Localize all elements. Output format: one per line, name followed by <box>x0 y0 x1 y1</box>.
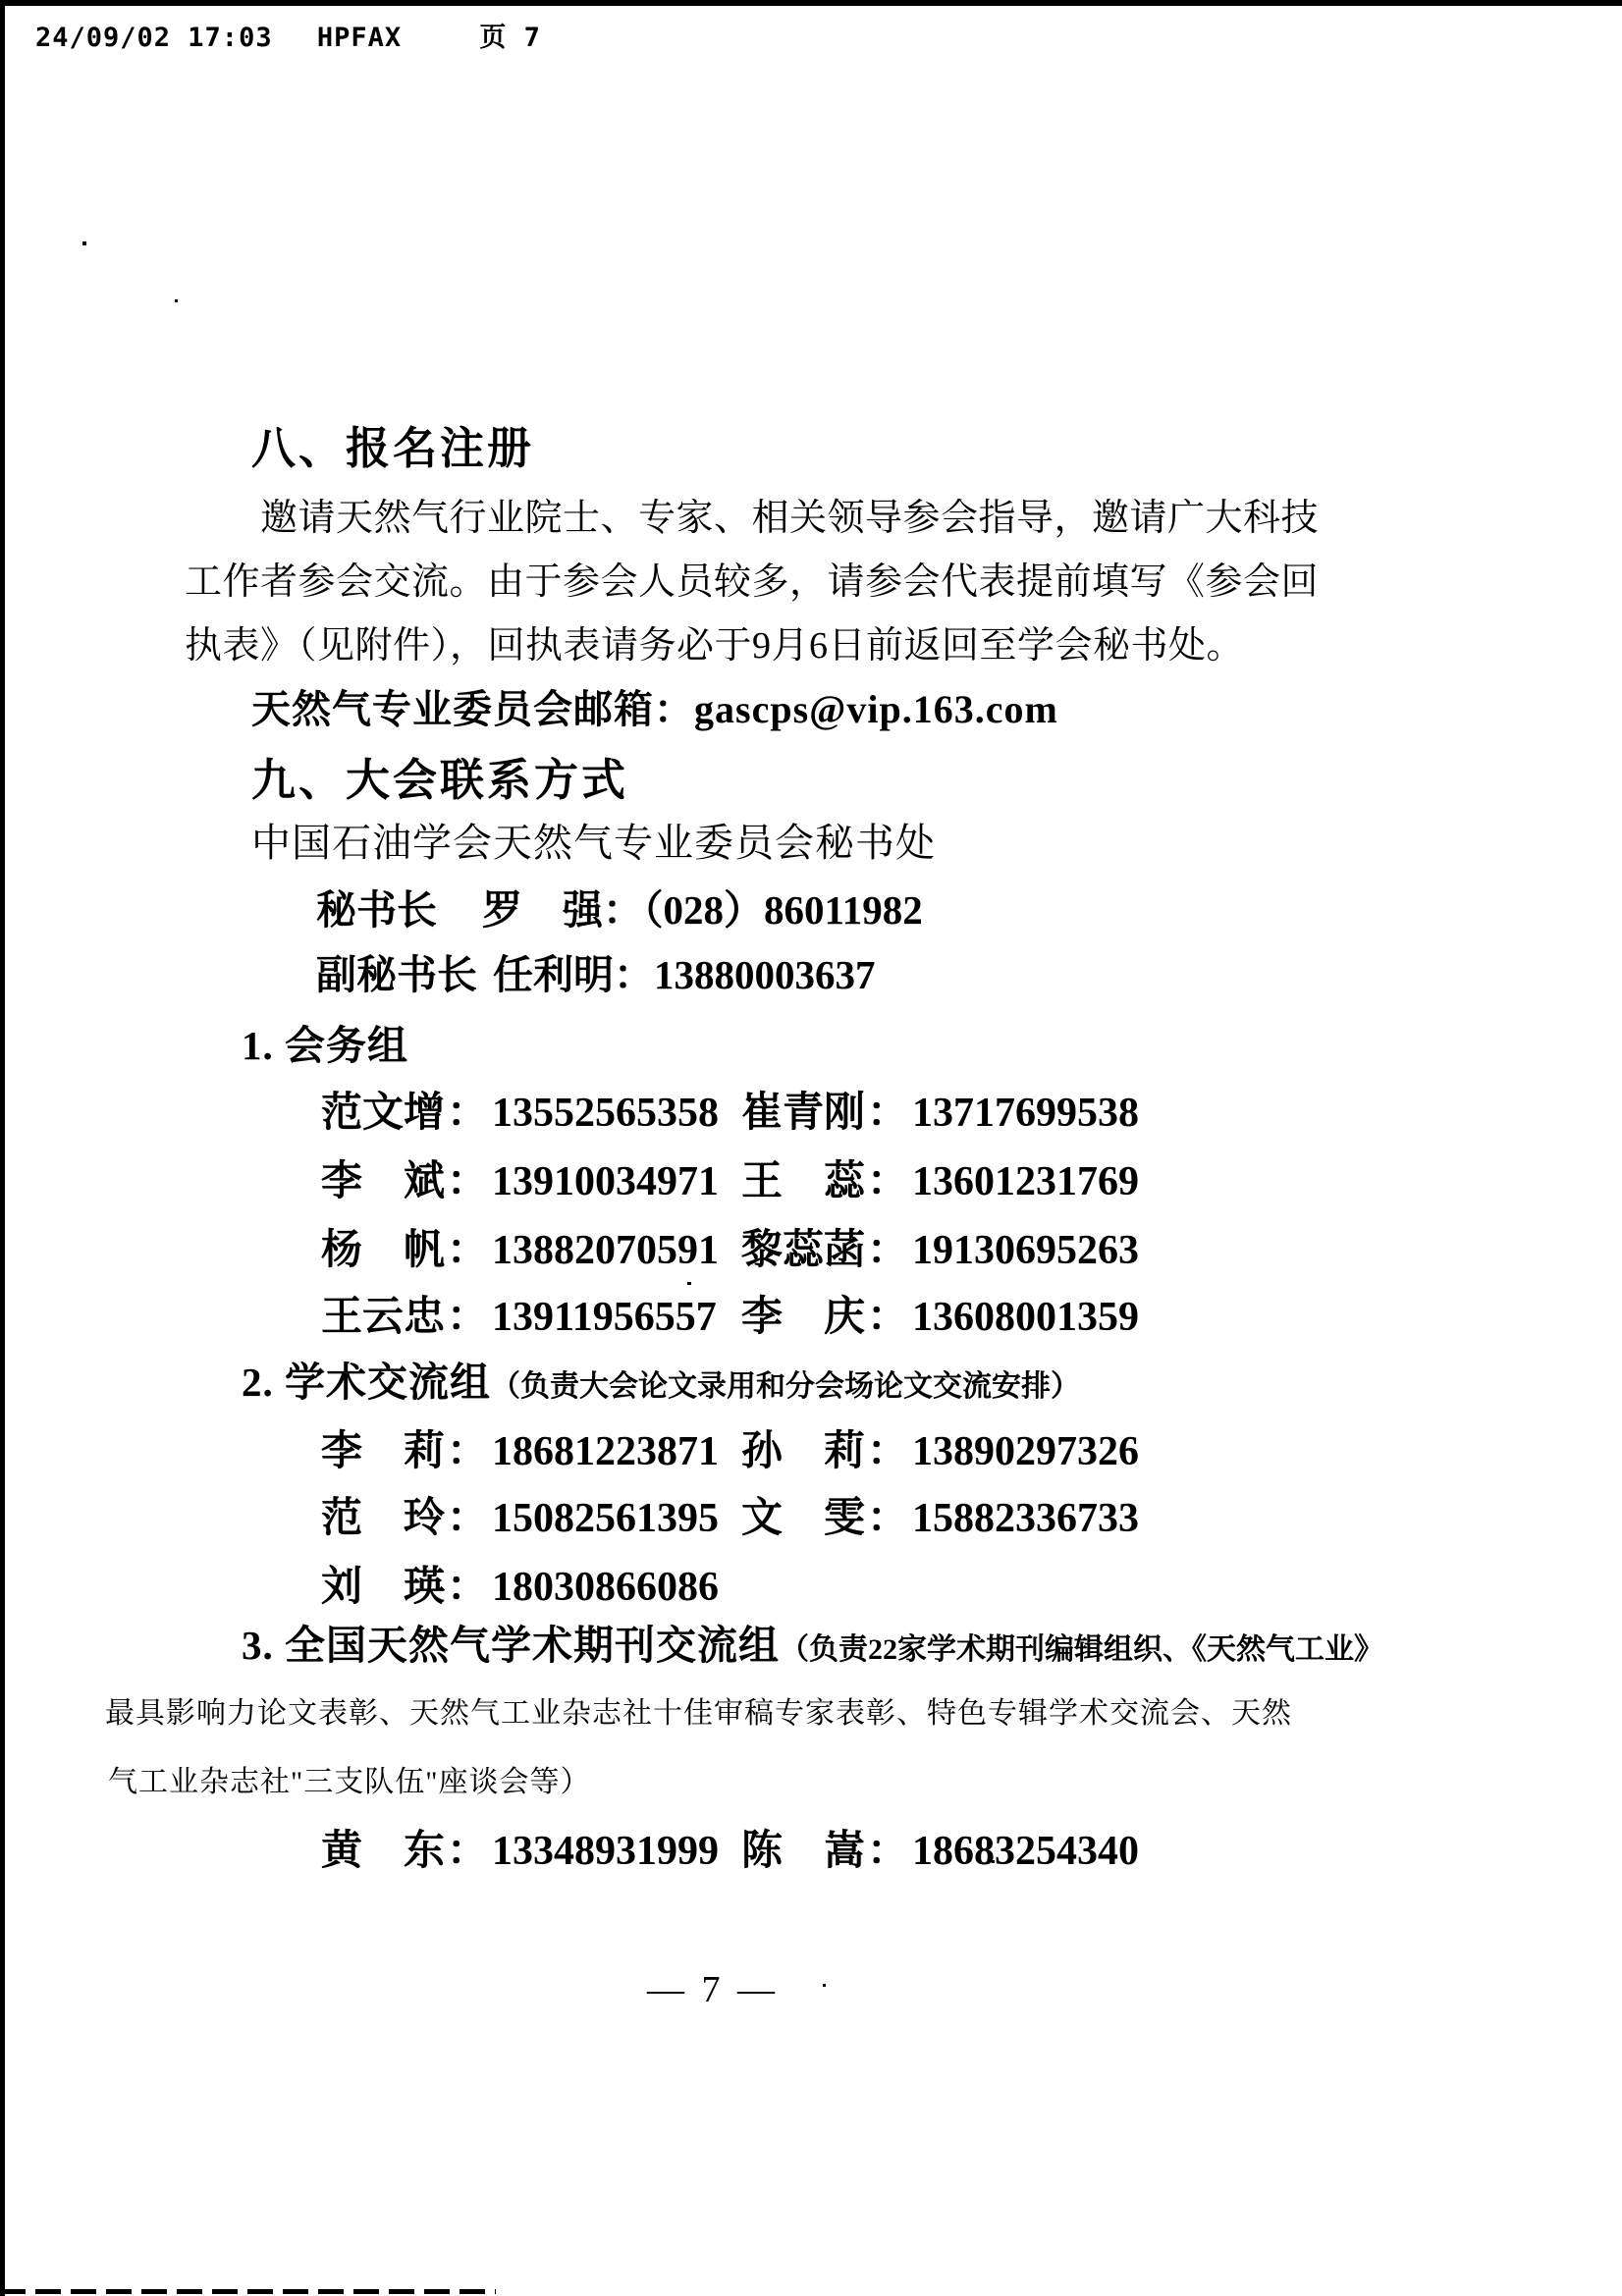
contact-name: 李 斌 <box>321 1159 446 1204</box>
group-2-title-text: 2. 学术交流组 <box>242 1360 491 1405</box>
fax-datetime: 24/09/02 17:03 <box>35 23 273 53</box>
deputy-secretary-phone: 13880003637 <box>654 952 876 997</box>
page-number: — 7 — <box>647 1969 779 2010</box>
colon-separator: ： <box>614 952 654 997</box>
colon-separator: ： <box>447 1159 489 1204</box>
contact-name: 王云忠 <box>321 1295 446 1340</box>
contact-row <box>321 1148 1139 1207</box>
contact-phone: 18683254340 <box>912 1829 1140 1874</box>
contact-name: 刘 瑛 <box>321 1565 446 1610</box>
secretary-general-title: 秘书长 <box>316 887 437 933</box>
contact-phone: 15082561395 <box>492 1496 720 1541</box>
contact-phone: 13890297326 <box>912 1429 1140 1474</box>
group-3-note-line-3: 气工业杂志社"三支队伍"座谈会等） <box>108 1766 591 1798</box>
contact-name: 陈 嵩 <box>741 1829 866 1874</box>
secretary-general-line <box>316 878 923 935</box>
contact-phone: 13608001359 <box>912 1295 1140 1340</box>
contact-row <box>321 1217 1139 1276</box>
colon-separator: ： <box>447 1091 489 1136</box>
committee-email-address: gascps@vip.163.com <box>694 687 1058 731</box>
organization-line: 中国石油学会天然气专业委员会秘书处 <box>251 821 936 865</box>
contact-name: 杨 帆 <box>321 1228 446 1273</box>
colon-separator: ： <box>867 1159 909 1204</box>
contact-name: 黄 东 <box>321 1829 446 1874</box>
contact-row <box>321 1485 1139 1544</box>
contact-row <box>321 1080 1139 1139</box>
deputy-secretary-name: 任利明 <box>493 952 614 997</box>
scan-border-top <box>0 0 1622 6</box>
scan-border-bottom-dashed <box>0 2289 496 2294</box>
colon-separator: ： <box>867 1295 909 1340</box>
contact-phone: 18030866086 <box>492 1565 720 1610</box>
contact-phone: 13911956557 <box>492 1295 717 1340</box>
fax-header <box>35 16 541 54</box>
contact-name: 王 蕊 <box>741 1159 866 1204</box>
group-1-title: 1. 会务组 <box>242 1023 408 1068</box>
colon-separator: ： <box>447 1829 489 1874</box>
contact-name: 崔青刚 <box>741 1091 866 1136</box>
registration-paragraph-line-2: 工作者参会交流。由于参会人员较多，请参会代表提前填写《参会回 <box>185 561 1320 603</box>
group-3-note-line-2: 最具影响力论文表彰、天然气工业杂志社十佳审稿专家表彰、特色专辑学术交流会、天然 <box>105 1697 1292 1730</box>
contact-phone: 13552565358 <box>492 1091 720 1136</box>
contact-name: 范文增 <box>321 1091 446 1136</box>
contact-row <box>321 1418 1139 1477</box>
contact-row <box>321 1554 741 1613</box>
colon-separator: ： <box>867 1429 909 1474</box>
secretary-general-phone: （028）86011982 <box>643 887 923 933</box>
contact-name: 李 莉 <box>321 1429 446 1474</box>
colon-separator: ： <box>447 1565 489 1610</box>
scan-border-left <box>0 0 5 2296</box>
fax-device-name: HPFAX <box>316 23 403 53</box>
colon-separator: ： <box>447 1228 489 1273</box>
secretary-general-name: 罗 强 <box>482 887 603 933</box>
registration-paragraph-line-3: 执表》（见附件），回执表请务必于9月6日前返回至学会秘书处。 <box>185 625 1245 667</box>
colon-separator: ： <box>867 1091 909 1136</box>
colon-separator: ： <box>867 1228 909 1273</box>
group-3-note: （负责22家学术期刊编辑组织、《天然气工业》 <box>780 1633 1383 1666</box>
group-2-note: （负责大会论文录用和分会场论文交流安排） <box>491 1370 1080 1403</box>
colon-separator: ： <box>447 1429 489 1474</box>
contact-name: 范 玲 <box>321 1496 446 1541</box>
committee-email-label: 天然气专业委员会邮箱： <box>251 687 694 731</box>
section-9-heading: 九、大会联系方式 <box>251 755 629 805</box>
contact-phone: 13910034971 <box>492 1159 720 1204</box>
contact-name: 孙 莉 <box>741 1429 866 1474</box>
colon-separator: ： <box>447 1295 489 1340</box>
contact-phone: 13882070591 <box>492 1228 720 1273</box>
contact-name: 黎蕊菡 <box>741 1228 866 1273</box>
contact-name: 文 雯 <box>741 1496 866 1541</box>
contact-phone: 18681223871 <box>492 1429 720 1474</box>
contact-row <box>321 1818 1139 1877</box>
group-3-title-text: 3. 全国天然气学术期刊交流组 <box>242 1623 780 1668</box>
contact-phone: 13348931999 <box>492 1829 720 1874</box>
colon-separator: ： <box>447 1496 489 1541</box>
committee-email-line <box>251 678 1058 734</box>
contact-phone: 19130695263 <box>912 1228 1140 1273</box>
scan-noise-speck <box>175 299 178 302</box>
registration-paragraph-line-1: 邀请天然气行业院士、专家、相关领导参会指导，邀请广大科技 <box>260 498 1320 539</box>
section-8-heading: 八、报名注册 <box>251 423 535 473</box>
deputy-secretary-title: 副秘书长 <box>316 952 477 997</box>
deputy-secretary-line <box>316 942 876 1000</box>
colon-separator: ： <box>867 1829 909 1874</box>
scan-noise-speck <box>82 241 86 245</box>
contact-phone: 15882336733 <box>912 1496 1140 1541</box>
contact-row <box>321 1284 1139 1343</box>
contact-phone: 13717699538 <box>912 1091 1140 1136</box>
group-2-title <box>242 1350 1080 1408</box>
colon-separator: ： <box>603 887 643 933</box>
contact-name: 李 庆 <box>741 1295 866 1340</box>
contact-phone: 13601231769 <box>912 1159 1140 1204</box>
fax-page-indicator: 页 7 <box>479 23 541 53</box>
colon-separator: ： <box>867 1496 909 1541</box>
group-3-title <box>242 1613 1383 1671</box>
